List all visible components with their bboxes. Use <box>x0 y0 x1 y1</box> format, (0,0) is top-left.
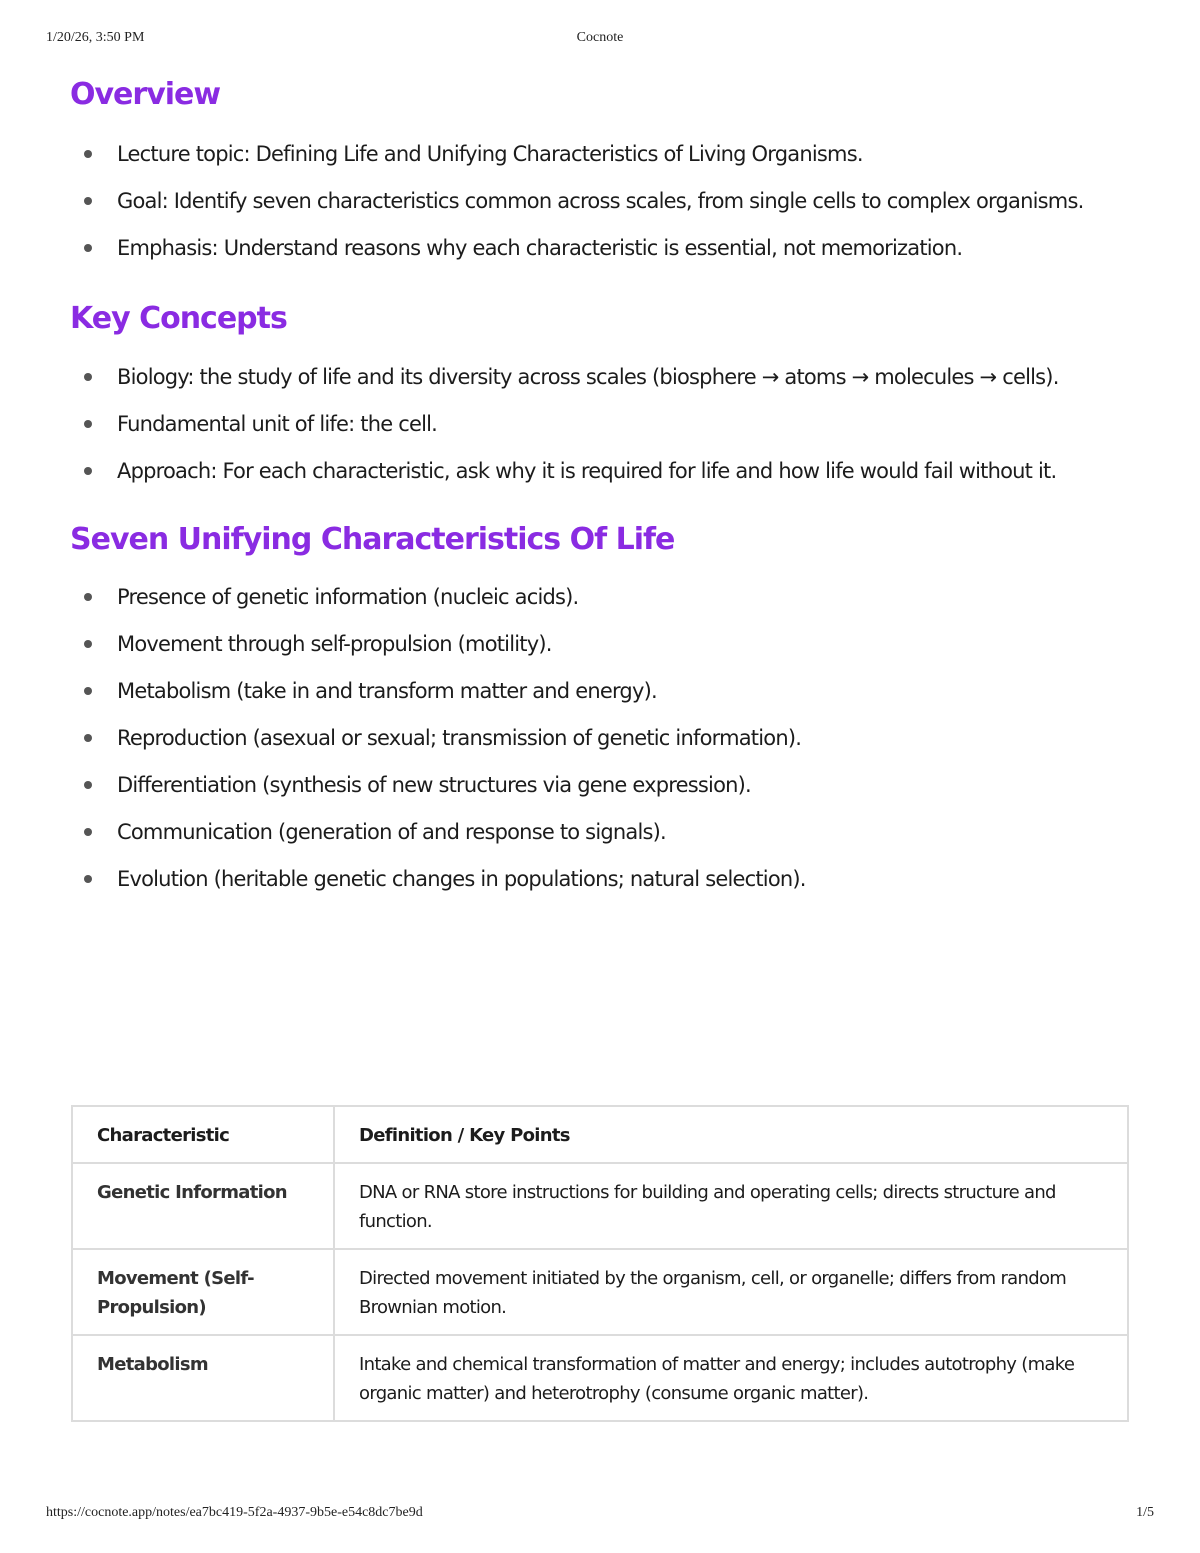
bullet-icon <box>84 467 92 475</box>
table-cell-definition: Directed movement initiated by the organism, cell, or organelle; differs from random Brownian motion. <box>334 1249 1128 1335</box>
list-item <box>70 403 1130 445</box>
list-item <box>70 764 1130 806</box>
seven-characteristics-heading: Seven Unifying Characteristics Of Life <box>70 522 675 557</box>
table-cell-characteristic: Metabolism <box>72 1335 334 1421</box>
print-datetime: 1/20/26, 3:50 PM <box>46 30 145 45</box>
table-header-cell: Definition / Key Points <box>334 1106 1128 1163</box>
list-item-text: Lecture topic: Defining Life and Unifying Characteristics of Living Organisms. <box>117 142 863 166</box>
overview-list <box>70 133 1130 269</box>
list-item-text: Evolution (heritable genetic changes in populations; natural selection). <box>117 867 806 891</box>
key-concepts-list <box>70 356 1130 492</box>
bullet-icon <box>84 197 92 205</box>
print-site-name: Cocnote <box>576 30 624 45</box>
bullet-icon <box>84 781 92 789</box>
list-item-text: Goal: Identify seven characteristics common across scales, from single cells to complex organisms. <box>117 189 1084 213</box>
list-item <box>70 717 1130 759</box>
list-item-text: Reproduction (asexual or sexual; transmission of genetic information). <box>117 726 802 750</box>
table-row <box>72 1163 1128 1249</box>
bullet-icon <box>84 640 92 648</box>
overview-heading: Overview <box>70 77 221 112</box>
seven-characteristics-list <box>70 576 1130 900</box>
print-url: https://cocnote.app/notes/ea7bc419-5f2a-4937-9b5e-e54c8dc7be9d <box>46 1505 423 1520</box>
table-row <box>72 1249 1128 1335</box>
list-item-text: Fundamental unit of life: the cell. <box>117 412 438 436</box>
list-item <box>70 180 1130 222</box>
list-item-text: Approach: For each characteristic, ask why it is required for life and how life would fail without it. <box>117 459 1057 483</box>
note-content <box>70 72 1130 905</box>
list-item <box>70 576 1130 618</box>
list-item <box>70 133 1130 175</box>
list-item-text: Metabolism (take in and transform matter and energy). <box>117 679 657 703</box>
bullet-icon <box>84 244 92 252</box>
list-item <box>70 450 1130 492</box>
list-item-text: Movement through self-propulsion (motility). <box>117 632 552 656</box>
print-header <box>46 30 1154 50</box>
list-item-text: Communication (generation of and response to signals). <box>117 820 666 844</box>
list-item <box>70 356 1130 398</box>
bullet-icon <box>84 420 92 428</box>
list-item-text: Emphasis: Understand reasons why each characteristic is essential, not memorization. <box>117 236 963 260</box>
page-number: 1/5 <box>1136 1505 1154 1520</box>
table-cell-definition: Intake and chemical transformation of matter and energy; includes autotrophy (make organic matter) and heterotrophy (consume organic matter). <box>334 1335 1128 1421</box>
list-item-text: Biology: the study of life and its diversity across scales (biosphere → atoms → molecules → cells). <box>117 365 1059 389</box>
bullet-icon <box>84 828 92 836</box>
table-header-cell: Characteristic <box>72 1106 334 1163</box>
table-cell-definition: DNA or RNA store instructions for building and operating cells; directs structure and function. <box>334 1163 1128 1249</box>
list-item <box>70 623 1130 665</box>
list-item-text: Differentiation (synthesis of new structures via gene expression). <box>117 773 751 797</box>
table-cell-characteristic: Genetic Information <box>72 1163 334 1249</box>
key-concepts-heading: Key Concepts <box>70 301 287 336</box>
bullet-icon <box>84 734 92 742</box>
list-item-text: Presence of genetic information (nucleic acids). <box>117 585 579 609</box>
list-item <box>70 811 1130 853</box>
table-cell-characteristic: Movement (Self-Propulsion) <box>72 1249 334 1335</box>
bullet-icon <box>84 875 92 883</box>
bullet-icon <box>84 150 92 158</box>
list-item <box>70 858 1130 900</box>
list-item <box>70 670 1130 712</box>
characteristics-table <box>71 1105 1129 1422</box>
list-item <box>70 227 1130 269</box>
bullet-icon <box>84 373 92 381</box>
table-header-row <box>72 1106 1128 1163</box>
print-footer <box>46 1505 1154 1525</box>
bullet-icon <box>84 687 92 695</box>
table-row <box>72 1335 1128 1421</box>
bullet-icon <box>84 593 92 601</box>
